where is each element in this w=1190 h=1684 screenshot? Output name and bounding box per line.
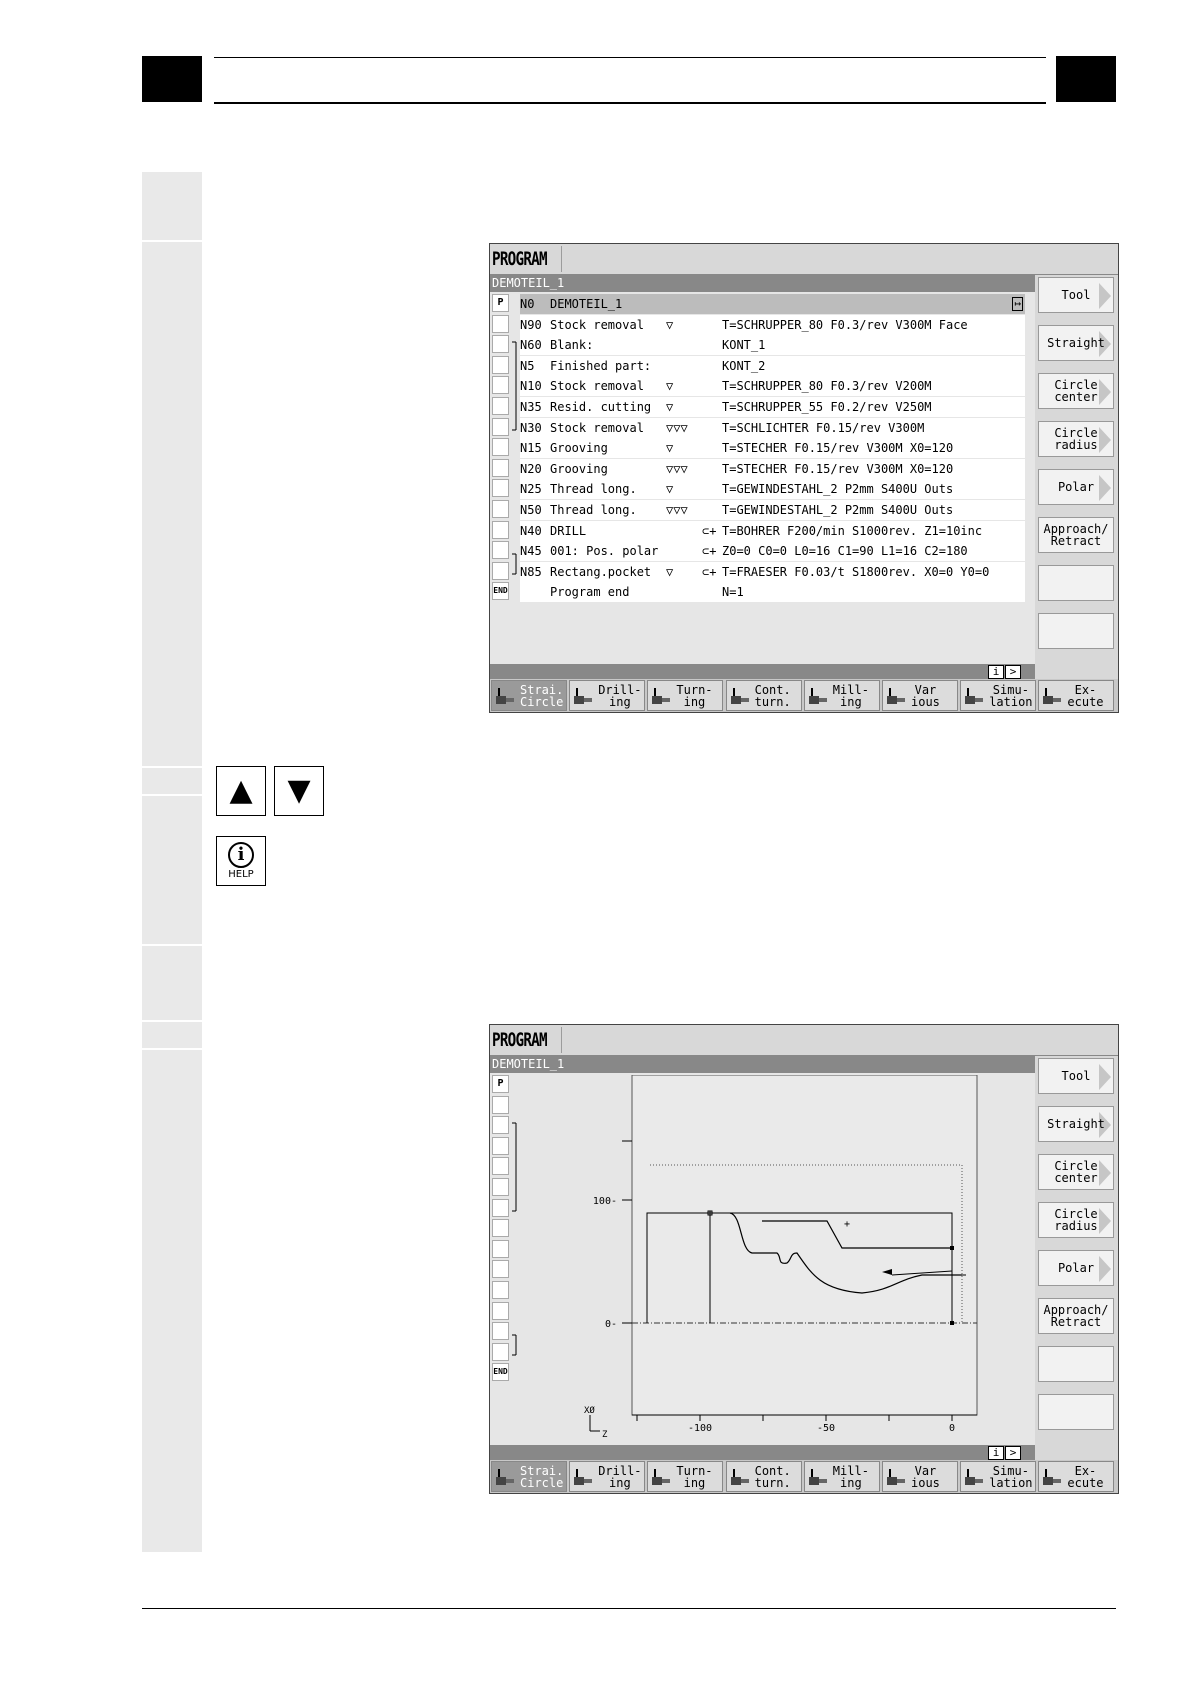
row-params: N=1 [722, 585, 744, 600]
row-params: T=GEWINDESTAHL_2 P2mm S400U Outs [722, 503, 954, 517]
softkey-bottom-6[interactable] [882, 680, 958, 711]
row-sym: ▽ [666, 482, 674, 497]
softkey-bottom-2[interactable] [569, 680, 645, 711]
row-params: KONT_1 [722, 338, 766, 353]
softkey-icon [1042, 1468, 1062, 1486]
softkey-label: Polar [1057, 480, 1095, 494]
softkey-right-1[interactable] [1038, 1058, 1114, 1094]
help-key[interactable] [216, 836, 266, 886]
x-tick-minus50: -50 [816, 1423, 836, 1434]
row-n: N5 [520, 358, 535, 373]
row-sym: ▽▽▽ [666, 461, 688, 476]
softkey-right-3[interactable] [1038, 373, 1114, 409]
program-row[interactable] [520, 541, 1025, 561]
softkey-label: Cont. turn. [754, 683, 791, 709]
row-params: T=SCHLICHTER F0.15/rev V300M [722, 420, 925, 435]
step-icon[interactable] [492, 1199, 509, 1217]
row-desc: Stock removal [550, 317, 644, 332]
softkey-label: Turn- ing [676, 1464, 713, 1490]
softkey-label: Simu- lation [989, 683, 1033, 709]
softkey-label: Strai. Circle [520, 1464, 564, 1490]
arrow-icon [1099, 1208, 1111, 1234]
softkey-label: Circle center [1054, 378, 1098, 404]
row-sym2: ⊂+ [702, 544, 717, 559]
screen-title: PROGRAM [492, 246, 562, 272]
program-row[interactable] [520, 294, 1025, 314]
row-desc: Grooving [550, 461, 608, 476]
row-n: N10 [520, 379, 542, 394]
row-sym2: ⊂+ [702, 564, 717, 579]
contour-graphic [522, 1075, 1027, 1445]
x-tick-minus100: -100 [687, 1423, 713, 1434]
row-n: N50 [520, 503, 542, 517]
row-desc: Finished part: [550, 358, 652, 373]
softkey-bottom-3[interactable] [647, 680, 723, 711]
row-desc: Blank: [550, 338, 594, 353]
row-desc: Program end [550, 585, 630, 600]
footer-rule [142, 1608, 1116, 1609]
row-sym: ▽ [666, 379, 674, 394]
program-screen-list [489, 243, 1119, 713]
margin-sidebar [142, 172, 202, 1552]
header-right-block [1056, 56, 1116, 102]
next-icon[interactable]: > [1005, 1446, 1021, 1460]
softkey-bottom-7[interactable] [960, 1461, 1036, 1492]
softkey-right-7[interactable] [1038, 1346, 1114, 1382]
softkey-right-1[interactable] [1038, 277, 1114, 313]
help-label: HELP [228, 869, 254, 880]
header-bottom-rule [214, 102, 1046, 104]
row-n: N35 [520, 400, 542, 414]
softkey-icon [495, 687, 515, 705]
softkey-right-5[interactable] [1038, 1250, 1114, 1286]
softkey-label: Cont. turn. [754, 1464, 791, 1490]
program-row[interactable] [520, 335, 1025, 355]
bracket-lines [510, 1073, 522, 1445]
softkey-label: Straight [1047, 336, 1105, 350]
program-list [490, 292, 1035, 664]
program-row[interactable] [520, 418, 1025, 438]
step-icon[interactable] [492, 335, 509, 353]
row-desc: Rectang.pocket [550, 564, 652, 579]
softkey-bottom-3[interactable] [647, 1461, 723, 1492]
softkey-label: Var ious [911, 1464, 940, 1490]
softkey-right-4[interactable] [1038, 421, 1114, 457]
step-icon[interactable] [492, 562, 509, 580]
info-icon[interactable]: i [988, 1446, 1004, 1460]
program-row[interactable] [520, 562, 1025, 582]
row-desc: Stock removal [550, 379, 644, 394]
softkey-right-6[interactable] [1038, 517, 1114, 553]
step-icon[interactable] [492, 397, 509, 415]
softkey-right-5[interactable] [1038, 469, 1114, 505]
step-icon[interactable] [492, 356, 509, 374]
row-n: N20 [520, 461, 542, 476]
step-icon[interactable] [492, 1096, 509, 1114]
softkey-label: Var ious [911, 683, 940, 709]
softkey-right-8[interactable] [1038, 613, 1114, 649]
softkey-icon [730, 687, 750, 705]
softkey-label: Mill- ing [832, 1464, 869, 1490]
row-n: N45 [520, 544, 542, 559]
step-icon[interactable]: P [492, 294, 509, 312]
info-icons[interactable] [988, 665, 1022, 679]
softkey-icon [1042, 687, 1062, 705]
arrow-icon [1099, 283, 1111, 309]
softkey-label: Straight [1047, 1117, 1105, 1131]
step-icon[interactable]: END [492, 1363, 509, 1381]
cursor-down-key[interactable] [274, 766, 324, 816]
x-tick-0: 0 [948, 1423, 956, 1434]
step-icon[interactable] [492, 376, 509, 394]
info-bar [490, 1445, 1035, 1460]
step-icon[interactable] [492, 459, 509, 477]
row-sym: ▽ [666, 441, 674, 456]
step-icon[interactable] [492, 1281, 509, 1299]
y-tick-100: 100- [592, 1196, 617, 1207]
step-icon[interactable] [492, 1302, 509, 1320]
program-row[interactable] [520, 521, 1025, 541]
softkey-right-8[interactable] [1038, 1394, 1114, 1430]
step-icon[interactable] [492, 1240, 509, 1258]
softkey-icon [573, 1468, 593, 1486]
axis-x-label: XØ [584, 1406, 595, 1416]
softkey-label: Drill- ing [598, 683, 642, 709]
program-row[interactable] [520, 582, 1025, 602]
program-row[interactable] [520, 376, 1025, 396]
y-tick-0: 0- [604, 1319, 617, 1330]
row-desc: 001: Pos. polar [550, 544, 659, 559]
row-n: N25 [520, 482, 542, 497]
program-row[interactable] [520, 479, 1025, 499]
arrow-icon [1099, 1256, 1111, 1282]
softkey-bottom-4[interactable] [726, 1461, 802, 1492]
step-icon[interactable]: P [492, 1075, 509, 1093]
step-icon[interactable] [492, 479, 509, 497]
screen-title: PROGRAM [492, 1027, 562, 1053]
softkey-bottom-2[interactable] [569, 1461, 645, 1492]
program-row[interactable] [520, 459, 1025, 479]
softkey-bottom-5[interactable] [804, 680, 880, 711]
row-n: N85 [520, 564, 542, 579]
row-desc: Resid. cutting [550, 400, 652, 414]
step-icon[interactable] [492, 1137, 509, 1155]
softkey-icon [886, 1468, 906, 1486]
info-icons[interactable] [988, 1446, 1022, 1460]
row-params: T=SCHRUPPER_80 F0.3/rev V200M [722, 379, 932, 394]
program-row[interactable] [520, 315, 1025, 335]
row-desc: DRILL [550, 523, 587, 538]
info-bar [490, 664, 1035, 679]
program-row[interactable] [520, 397, 1025, 417]
softkey-label: Approach/ Retract [1043, 1303, 1109, 1329]
step-icon[interactable] [492, 1157, 509, 1175]
step-icon[interactable] [492, 1322, 509, 1340]
softkey-bottom-1[interactable] [491, 1461, 567, 1492]
program-row[interactable] [520, 356, 1025, 376]
softkey-icon [651, 1468, 671, 1486]
program-screen-graphic [489, 1024, 1119, 1494]
up-arrow-icon: ▲ [229, 773, 253, 808]
softkey-right-6[interactable] [1038, 1298, 1114, 1334]
softkey-right-2[interactable] [1038, 325, 1114, 361]
softkey-label: Polar [1057, 1261, 1095, 1275]
header-left-block [142, 56, 202, 102]
row-params: T=SCHRUPPER_55 F0.2/rev V250M [722, 400, 932, 414]
step-icon[interactable] [492, 521, 509, 539]
row-desc: Stock removal [550, 420, 644, 435]
step-icon[interactable] [492, 438, 509, 456]
softkey-icon [808, 1468, 828, 1486]
softkey-label: Approach/ Retract [1043, 522, 1109, 548]
header-top-rule [214, 57, 1046, 58]
info-circle-icon: i [228, 842, 254, 868]
row-n: N40 [520, 523, 542, 538]
step-icon[interactable] [492, 1178, 509, 1196]
softkey-bottom-7[interactable] [960, 680, 1036, 711]
graphic-area [490, 1073, 1035, 1445]
arrow-icon [1099, 379, 1111, 405]
softkey-icon [886, 687, 906, 705]
softkey-label: Drill- ing [598, 1464, 642, 1490]
bottom-softkeys [490, 679, 1118, 712]
axis-z-label: Z [602, 1430, 608, 1440]
info-icon[interactable]: i [988, 665, 1004, 679]
softkey-label: Circle center [1054, 1159, 1098, 1185]
row-params: T=SCHRUPPER_80 F0.3/rev V300M Face [722, 317, 968, 332]
softkey-label: Mill- ing [832, 683, 869, 709]
softkey-label: Ex- ecute [1067, 683, 1104, 709]
step-icon[interactable] [492, 500, 509, 518]
row-n: N15 [520, 441, 542, 456]
step-icon[interactable] [492, 1219, 509, 1237]
softkey-label: Tool [1061, 288, 1091, 302]
bottom-softkeys [490, 1460, 1118, 1493]
title-bar [490, 1025, 1118, 1056]
softkey-icon [730, 1468, 750, 1486]
row-params: T=FRAESER F0.03/t S1800rev. X0=0 Y0=0 [722, 564, 990, 579]
step-icon[interactable] [492, 418, 509, 436]
cursor-up-key[interactable] [216, 766, 266, 816]
row-params: T=GEWINDESTAHL_2 P2mm S400U Outs [722, 482, 954, 497]
step-icon[interactable]: END [492, 582, 509, 600]
softkey-icon [495, 1468, 515, 1486]
row-desc: Grooving [550, 441, 608, 456]
row-desc: Thread long. [550, 503, 637, 517]
title-bar [490, 244, 1118, 275]
step-icon[interactable] [492, 315, 509, 333]
row-params: T=BOHRER F200/min S1000rev. Z1=10inc [722, 523, 983, 538]
softkey-bottom-4[interactable] [726, 680, 802, 711]
next-icon[interactable]: > [1005, 665, 1021, 679]
softkey-icon [808, 687, 828, 705]
step-icon[interactable] [492, 1343, 509, 1361]
row-n: N30 [520, 420, 542, 435]
softkey-icon [964, 687, 984, 705]
softkey-right-3[interactable] [1038, 1154, 1114, 1190]
softkey-label: Strai. Circle [520, 683, 564, 709]
row-sym: ▽ [666, 317, 674, 332]
step-icon[interactable] [492, 541, 509, 559]
down-arrow-icon: ▼ [287, 773, 311, 808]
row-params: T=STECHER F0.15/rev V300M X0=120 [722, 461, 954, 476]
bracket-lines [510, 292, 522, 664]
softkey-right-2[interactable] [1038, 1106, 1114, 1142]
softkey-right-4[interactable] [1038, 1202, 1114, 1238]
row-params: T=STECHER F0.15/rev V300M X0=120 [722, 441, 954, 456]
softkey-icon [573, 687, 593, 705]
program-row[interactable] [520, 438, 1025, 458]
softkey-bottom-5[interactable] [804, 1461, 880, 1492]
softkey-icon [651, 687, 671, 705]
row-desc: Thread long. [550, 482, 637, 497]
program-row[interactable] [520, 500, 1025, 520]
step-icon[interactable] [492, 1260, 509, 1278]
row-sym: ▽ [666, 564, 674, 579]
softkey-label: Simu- lation [989, 1464, 1033, 1490]
softkey-bottom-1[interactable] [491, 680, 567, 711]
softkey-label: Turn- ing [676, 683, 713, 709]
row-params: Z0=0 C0=0 L0=16 C1=90 L1=16 C2=180 [722, 544, 968, 559]
arrow-icon [1099, 427, 1111, 453]
softkey-label: Tool [1061, 1069, 1091, 1083]
arrow-icon [1099, 475, 1111, 501]
softkey-label: Circle radius [1054, 1207, 1098, 1233]
arrow-icon [1099, 1160, 1111, 1186]
softkey-bottom-8[interactable] [1038, 1461, 1114, 1492]
plot-frame [632, 1075, 977, 1415]
row-n: N90 [520, 317, 542, 332]
return-icon: ↦ [1014, 297, 1021, 310]
program-name-bar: DEMOTEIL_1 [490, 1056, 1035, 1073]
arrow-icon [1099, 1064, 1111, 1090]
softkey-label: Ex- ecute [1067, 1464, 1104, 1490]
row-sym: ▽▽▽ [666, 503, 688, 517]
program-name-bar: DEMOTEIL_1 [490, 275, 1035, 292]
softkey-icon [964, 1468, 984, 1486]
row-n: N60 [520, 338, 542, 353]
row-desc: DEMOTEIL_1 [550, 297, 623, 311]
softkey-bottom-8[interactable] [1038, 680, 1114, 711]
row-sym: ▽ [666, 400, 674, 414]
row-params: KONT_2 [722, 358, 766, 373]
row-sym2: ⊂+ [702, 523, 717, 538]
row-sym: ▽▽▽ [666, 420, 688, 435]
softkey-right-7[interactable] [1038, 565, 1114, 601]
step-icon[interactable] [492, 1116, 509, 1134]
softkey-bottom-6[interactable] [882, 1461, 958, 1492]
svg-text:+: + [844, 1219, 851, 1230]
row-n: N0 [520, 297, 535, 311]
softkey-label: Circle radius [1054, 426, 1098, 452]
